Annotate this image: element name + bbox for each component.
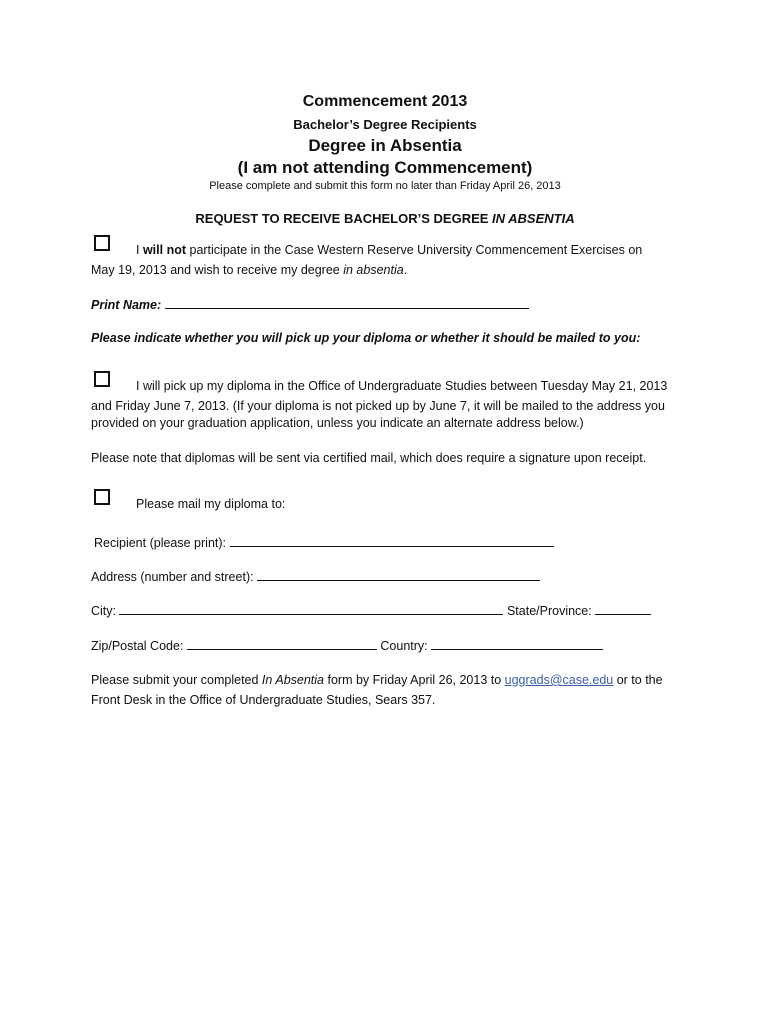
city-state-row — [91, 601, 651, 620]
request-title — [0, 211, 770, 226]
zip-field[interactable] — [187, 636, 377, 650]
state-field[interactable] — [595, 601, 651, 615]
print-name-field[interactable] — [165, 295, 529, 309]
submit-italic: In Absentia — [261, 673, 325, 687]
recipient-field[interactable] — [230, 533, 554, 547]
statement-post: participate in the Case Western Reserve University Commencement Exercises on — [186, 243, 643, 257]
address-row — [91, 567, 540, 586]
diploma-question: Please indicate whether you will pick up your diploma or whether it should be mailed to you: — [91, 331, 641, 345]
pickup-line3: provided on your graduation application, unless you indicate an alternate address below.) — [91, 416, 584, 430]
state-label: State/Province: — [506, 604, 592, 618]
request-title-emphasis: IN ABSENTIA — [492, 211, 575, 226]
mail-checkbox[interactable] — [94, 489, 110, 505]
print-name-row — [91, 295, 529, 314]
address-label: Address (number and street): — [91, 570, 254, 584]
print-name-label: Print Name: — [91, 298, 162, 312]
statement-line2-pre: May 19, 2013 and wish to receive my degree — [91, 263, 344, 277]
zip-label: Zip/Postal Code: — [91, 639, 184, 653]
recipient-label: Recipient (please print): — [94, 536, 227, 550]
city-label: City: — [91, 604, 116, 618]
form-subtitle: Bachelor’s Degree Recipients — [293, 117, 477, 132]
form-heading: Degree in Absentia — [308, 136, 462, 155]
pickup-line2: and Friday June 7, 2013. (If your diploma is not picked up by June 7, it will be mailed to the address you — [91, 399, 665, 413]
request-title-prefix: REQUEST TO RECEIVE BACHELOR’S DEGREE — [195, 211, 493, 226]
recipient-row — [94, 533, 554, 552]
not-attending-statement-line2 — [91, 261, 407, 279]
form-title: Commencement 2013 — [302, 93, 468, 110]
statement-pre: I — [136, 243, 143, 257]
statement-line2-post: . — [403, 263, 408, 277]
city-field[interactable] — [119, 601, 503, 615]
statement-bold: will not — [142, 243, 187, 257]
zip-country-row — [91, 636, 603, 655]
address-field[interactable] — [257, 567, 540, 581]
submit-mid: form by Friday April 26, 2013 to — [324, 673, 505, 687]
deadline-note: Please complete and submit this form no later than Friday April 26, 2013 — [209, 180, 561, 192]
submit-instructions-line2: Front Desk in the Office of Undergraduate Studies, Sears 357. — [91, 693, 436, 707]
submit-pre: Please submit your completed — [91, 673, 262, 687]
certified-mail-note: Please note that diplomas will be sent via certified mail, which does require a signature upon receipt. — [91, 451, 647, 465]
mail-label: Please mail my diploma to: — [136, 497, 286, 511]
pickup-checkbox[interactable] — [94, 371, 110, 387]
statement-line2-italic: in absentia — [343, 263, 404, 277]
email-link[interactable]: uggrads@case.edu — [504, 673, 614, 687]
pickup-line1: I will pick up my diploma in the Office of Undergraduate Studies between Tuesday May 21, 2013 — [136, 379, 668, 393]
submit-post: or to the — [613, 673, 663, 687]
country-label: Country: — [380, 639, 428, 653]
form-heading-note: (I am not attending Commencement) — [237, 158, 533, 177]
country-field[interactable] — [431, 636, 603, 650]
not-attending-statement — [136, 241, 642, 259]
not-attending-checkbox[interactable] — [94, 235, 110, 251]
submit-instructions — [91, 671, 663, 689]
